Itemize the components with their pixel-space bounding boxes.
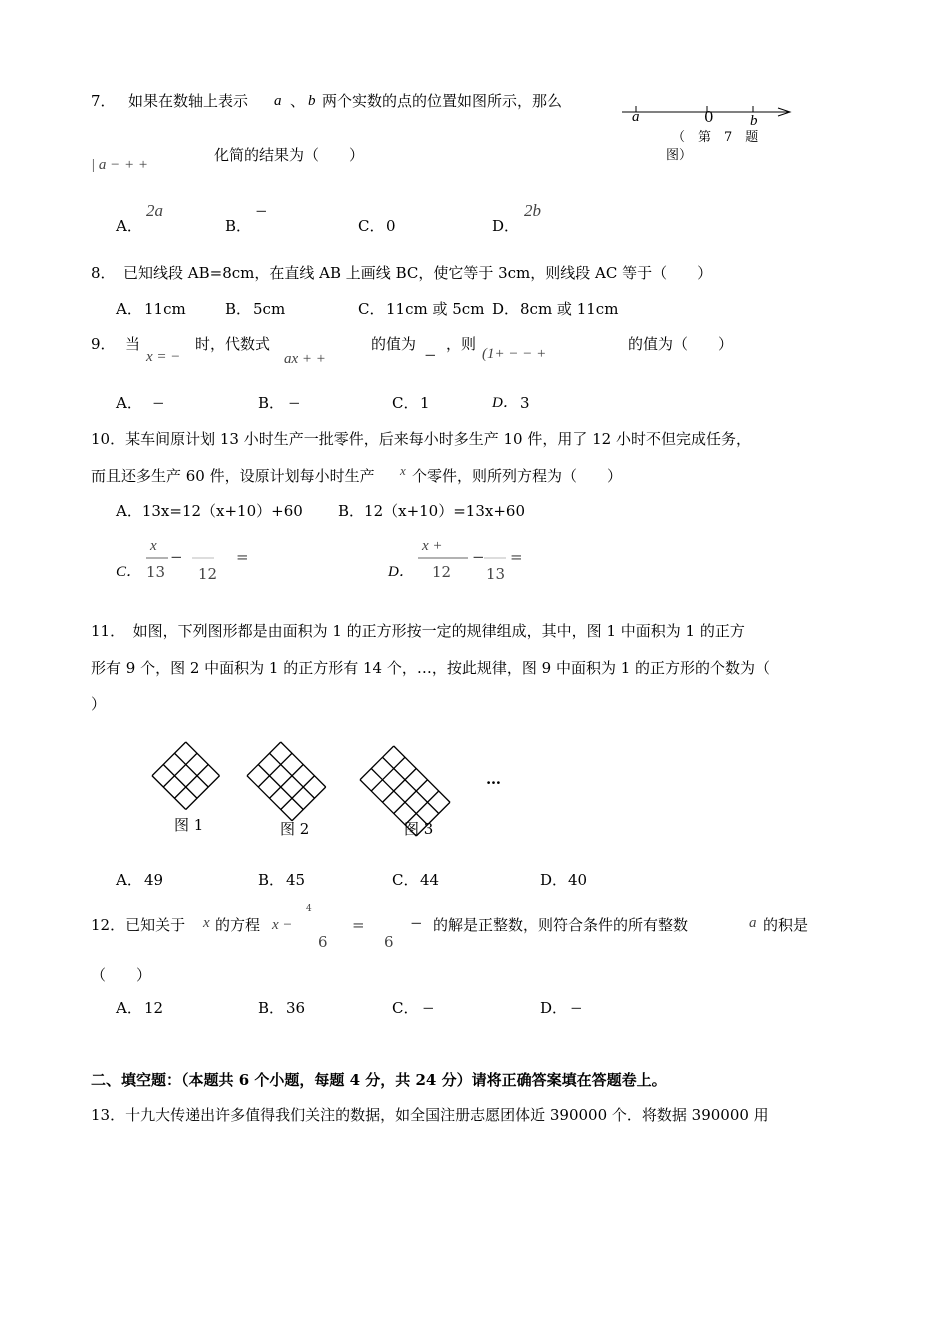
q11-option-a-value: 49 bbox=[144, 871, 164, 889]
q7-option-d-label: D． bbox=[492, 217, 520, 235]
q10-d-op: − bbox=[472, 548, 485, 566]
q8-option-a-label: A． bbox=[116, 300, 142, 318]
q12-line2: （ ） bbox=[91, 966, 152, 984]
q7-option-b-label: B． bbox=[225, 217, 252, 235]
q8-option-c-label: C． bbox=[358, 300, 385, 318]
q10-c-eq: = bbox=[236, 548, 249, 566]
q12-var-a: a bbox=[749, 915, 757, 931]
q9-number: 9． bbox=[91, 335, 116, 353]
q10-d-num1: x + bbox=[422, 538, 443, 554]
q11-ellipsis: … bbox=[486, 770, 501, 788]
q9-text-3: 的值为 bbox=[371, 335, 417, 353]
q12-frac1-num: 4 bbox=[306, 904, 312, 914]
q11-option-a-label: A． bbox=[116, 871, 142, 889]
q9-math-2: ax + + bbox=[284, 351, 326, 367]
q11-fig2-label: 图 2 bbox=[280, 820, 310, 838]
q9-math-1: x = − bbox=[146, 349, 181, 365]
q12-var-x: x bbox=[203, 915, 210, 931]
q11-line2: 形有 9 个，图 2 中面积为 1 的正方形有 14 个，…，按此规律，图 9 中面积为 1 的正方形的个数为（ bbox=[91, 659, 771, 677]
q11-line3: ） bbox=[91, 695, 107, 713]
q10-option-d-label: D． bbox=[388, 564, 414, 580]
q9-text-2: 时，代数式 bbox=[195, 335, 271, 353]
q10-option-c-label: C． bbox=[116, 564, 142, 580]
q9-text-5: 的值为（ ） bbox=[628, 335, 734, 353]
q10-line2-var: x bbox=[400, 463, 406, 478]
q10-d-den2: 13 bbox=[486, 565, 506, 583]
q7-option-d-value: 2b bbox=[524, 201, 541, 220]
q9-option-c-label: C． bbox=[392, 394, 419, 412]
q7-text-b: 两个实数的点的位置如图所示，那么 bbox=[322, 92, 563, 110]
q8-option-a-value: 11cm bbox=[144, 300, 186, 318]
q12-option-c-label: C． bbox=[392, 999, 419, 1017]
q9-math-4: (1+ − − + bbox=[482, 346, 547, 362]
q7-caption-line1: （ 第 7 题 bbox=[672, 130, 759, 145]
q9-text-4: ，则 bbox=[446, 335, 477, 353]
grid-line bbox=[371, 769, 427, 825]
q7-option-c-label: C． bbox=[358, 217, 385, 235]
q12-text-4: 的积是 bbox=[763, 916, 809, 934]
q7-nl-label-0: 0 bbox=[704, 108, 714, 126]
q12-option-d-label: D． bbox=[540, 999, 568, 1017]
q11-option-d-label: D． bbox=[540, 871, 568, 889]
q12-eq: = bbox=[352, 916, 365, 934]
q8-option-b-value: 5cm bbox=[253, 300, 286, 318]
q8-text: 8． 已知线段 AB=8cm，在直线 AB 上画线 BC，使它等于 3cm，则线段 AC 等于（ ） bbox=[91, 264, 713, 282]
q11-option-b-label: B． bbox=[258, 871, 285, 889]
q12-frac1-den: 6 bbox=[318, 933, 328, 951]
q9-option-b-value: − bbox=[288, 394, 301, 412]
q7-nl-label-a: a bbox=[632, 109, 640, 125]
q10-c-den1: 13 bbox=[146, 563, 166, 581]
q12-text-3: 的解是正整数，则符合条件的所有整数 bbox=[433, 916, 689, 934]
q9-option-b-label: B． bbox=[258, 394, 285, 412]
q12-text-2: 的方程 bbox=[215, 916, 261, 934]
q12-math-2: − bbox=[410, 914, 423, 932]
q9-option-a-label: A． bbox=[116, 394, 142, 412]
q9-option-d-value: 3 bbox=[520, 394, 530, 412]
q11-option-b-value: 45 bbox=[286, 871, 306, 889]
q12-option-b-value: 36 bbox=[286, 999, 306, 1017]
q12-text-1: 12．已知关于 bbox=[91, 916, 186, 934]
q7-option-b-value: − bbox=[255, 202, 268, 220]
q7-text-a: 如果在数轴上表示 bbox=[128, 92, 249, 110]
q7-sep: 、 bbox=[290, 92, 306, 110]
q7-nl-label-b: b bbox=[750, 113, 758, 129]
q10-d-den1: 12 bbox=[432, 563, 452, 581]
q10-option-b: B．12（x+10）=13x+60 bbox=[338, 502, 525, 520]
q10-option-a: A．13x=12（x+10）+60 bbox=[116, 502, 303, 520]
grid-line bbox=[394, 746, 450, 802]
q9-option-a-value: − bbox=[152, 394, 165, 412]
q7-text-c: 化简的结果为（ ） bbox=[214, 146, 365, 164]
q12-math-1: x − bbox=[272, 917, 293, 933]
q7-option-a-value: 2a bbox=[146, 201, 163, 220]
q11-fig1-label: 图 1 bbox=[174, 816, 204, 834]
q7-caption-line2: 图） bbox=[666, 148, 693, 163]
q8-option-c-value: 11cm 或 5cm bbox=[386, 300, 485, 318]
q7-option-c-value: 0 bbox=[386, 217, 396, 235]
q10-line1: 10．某车间原计划 13 小时生产一批零件，后来每小时多生产 10 件，用了 12 小时不但完成任务， bbox=[91, 430, 751, 448]
q7-var-b: b bbox=[308, 93, 316, 109]
q11-option-d-value: 40 bbox=[568, 871, 588, 889]
q8-option-d-label: D． bbox=[492, 300, 520, 318]
q12-option-a-label: A． bbox=[116, 999, 142, 1017]
q12-option-c-value: − bbox=[422, 999, 435, 1017]
q7-option-a-label: A． bbox=[116, 217, 142, 235]
q10-line2a: 而且还多生产 60 件，设原计划每小时生产 bbox=[91, 467, 375, 485]
q11-fig3-label: 图 3 bbox=[404, 820, 434, 838]
q13-text: 13．十九大传递出许多值得我们关注的数据，如全国注册志愿团体近 390000 个．将数据 390000 用 bbox=[91, 1106, 769, 1124]
q11-option-c-value: 44 bbox=[420, 871, 440, 889]
q10-c-op: − bbox=[170, 548, 183, 566]
q11-option-c-label: C． bbox=[392, 871, 419, 889]
q8-option-d-value: 8cm 或 11cm bbox=[520, 300, 619, 318]
q12-option-d-value: − bbox=[570, 999, 583, 1017]
q11-line1: 11． 如图，下列图形都是由面积为 1 的正方形按一定的规律组成，其中，图 1 中面积为 1 的正方 bbox=[91, 622, 745, 640]
q9-text-1: 当 bbox=[125, 335, 141, 353]
q8-option-b-label: B． bbox=[225, 300, 252, 318]
q12-option-a-value: 12 bbox=[144, 999, 164, 1017]
q12-frac2-den: 6 bbox=[384, 933, 394, 951]
q10-d-eq: = bbox=[510, 548, 523, 566]
q7-var-a: a bbox=[274, 93, 282, 109]
q10-c-num1: x bbox=[150, 538, 157, 554]
q10-line2b: 个零件，则所列方程为（ ） bbox=[412, 467, 623, 485]
q7-expression: | a − + + bbox=[91, 157, 148, 173]
q12-option-b-label: B． bbox=[258, 999, 285, 1017]
q10-c-den2: 12 bbox=[198, 565, 218, 583]
q9-math-3: − bbox=[424, 346, 437, 364]
q7-number: 7． bbox=[91, 92, 116, 110]
q9-option-d-label: D． bbox=[492, 395, 518, 411]
grid-line bbox=[383, 757, 439, 813]
section2-heading: 二、填空题：（本题共 6 个小题，每题 4 分，共 24 分）请将正确答案填在答题卷上。 bbox=[91, 1071, 667, 1089]
q9-option-c-value: 1 bbox=[420, 394, 430, 412]
